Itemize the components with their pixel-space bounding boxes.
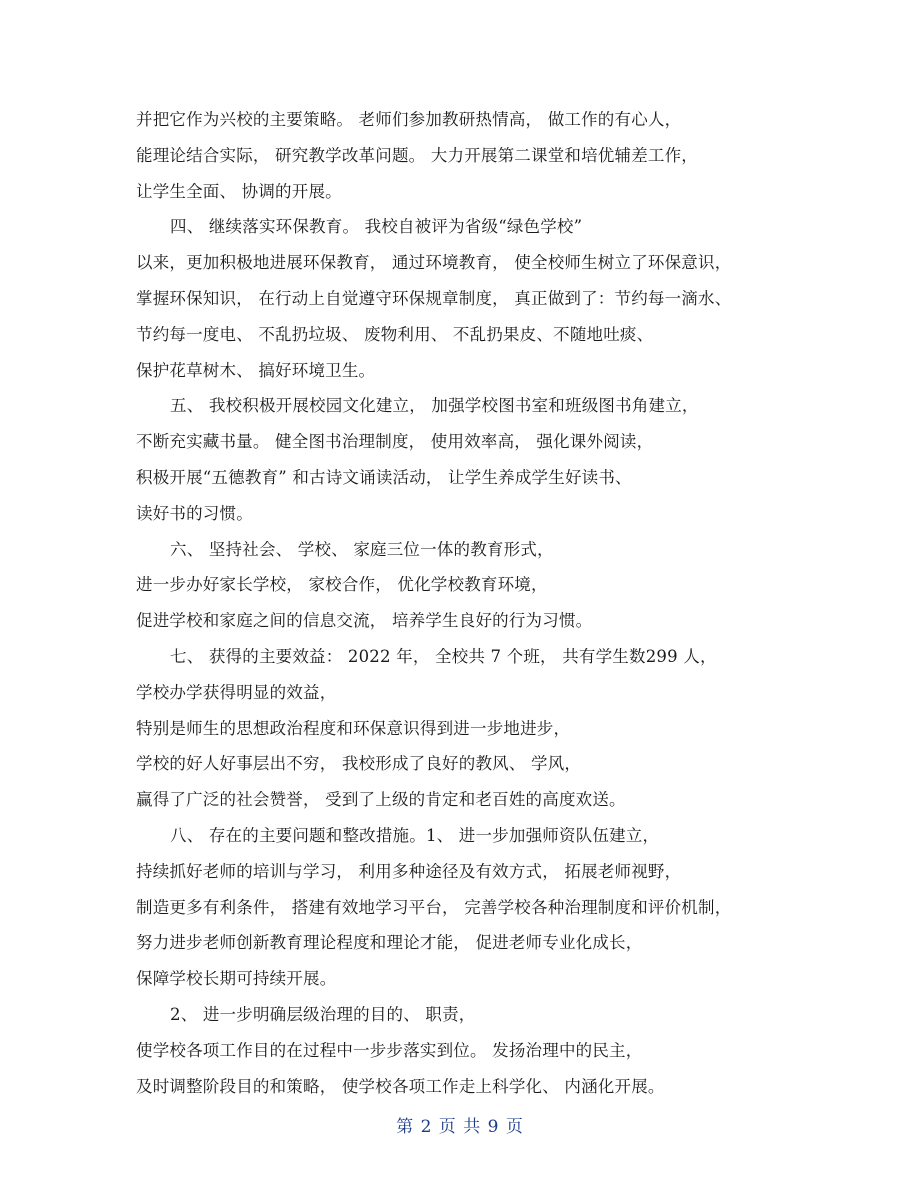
text-line-25: 保障学校长期可持续开展。 — [136, 969, 337, 989]
text-line-9: 五、 我校积极开展校园文化建立， 加强学校图书室和班级图书角建立， — [170, 396, 699, 416]
text-line-11: 积极开展“五德教育” 和古诗文诵读活动， 让学生养成学生好读书、 — [136, 467, 632, 487]
text-line-5: 以来，更加积极地进展环保教育， 通过环境教育， 使全校师生树立了环保意识， — [136, 253, 732, 273]
text-line-23: 制造更多有利条件， 搭建有效地学习平台， 完善学校各种治理制度和评价机制， — [136, 897, 732, 917]
text-line-16: 七、 获得的主要效益： 2022 年， 全校共 7 个班， 共有学生数299 人， — [170, 646, 717, 666]
text-line-14: 进一步办好家长学校， 家校合作， 优化学校教育环境， — [136, 575, 548, 595]
text-line-17: 学校办学获得明显的效益， — [136, 682, 337, 702]
text-line-7: 节约每一度电、 不乱扔垃圾、 废物利用、 不乱扔果皮、不随地吐痰、 — [136, 324, 654, 344]
text-line-6: 掌握环保知识， 在行动上自觉遵守环保规章制度， 真正做到了：节约每一滴水、 — [136, 288, 732, 308]
text-line-4: 四、 继续落实环保教育。 我校自被评为省级“绿色学校” — [170, 217, 583, 237]
text-line-10: 不断充实藏书量。 健全图书治理制度， 使用效率高， 强化课外阅读， — [136, 432, 654, 452]
text-line-18: 特别是师生的思想政治程度和环保意识得到进一步地进步， — [136, 718, 571, 738]
text-line-3: 让学生全面、 协调的开展。 — [136, 181, 342, 201]
text-line-15: 促进学校和家庭之间的信息交流， 培养学生良好的行为习惯。 — [136, 611, 593, 631]
text-line-24: 努力进步老师创新教育理论程度和理论才能， 促进老师专业化成长， — [136, 933, 643, 953]
text-line-12: 读好书的习惯。 — [136, 503, 253, 523]
text-line-2: 能理论结合实际， 研究教学改革问题。 大力开展第二课堂和培优辅差工作， — [136, 145, 698, 165]
text-line-1: 并把它作为兴校的主要策略。 老师们参加教研热情高， 做工作的有心人， — [136, 110, 682, 129]
text-line-27: 使学校各项工作目的在过程中一步步落实到位。 发扬治理中的民主， — [136, 1040, 643, 1060]
text-line-22: 持续抓好老师的培训与学习， 利用多种途径及有效方式， 拓展老师视野， — [136, 861, 682, 881]
text-line-20: 赢得了广泛的社会赞誉， 受到了上级的肯定和老百姓的高度欢送。 — [136, 790, 626, 810]
text-line-21: 八、 存在的主要问题和整改措施。1、 进一步加强师资队伍建立， — [170, 825, 660, 845]
text-line-28: 及时调整阶段目的和策略， 使学校各项工作走上科学化、 内涵化开展。 — [136, 1076, 665, 1096]
page-number-footer: 第 2 页 共 9 页 — [396, 1117, 524, 1137]
body-text — [136, 102, 796, 1104]
text-line-26: 2、 进一步明确层级治理的目的、 职责， — [170, 1004, 476, 1024]
text-line-19: 学校的好人好事层出不穷， 我校形成了良好的教风、 学风， — [136, 754, 582, 774]
text-line-13: 六、 坚持社会、 学校、 家庭三位一体的教育形式， — [170, 539, 554, 559]
text-line-8: 保护花草树木、 搞好环境卫生。 — [136, 360, 376, 380]
